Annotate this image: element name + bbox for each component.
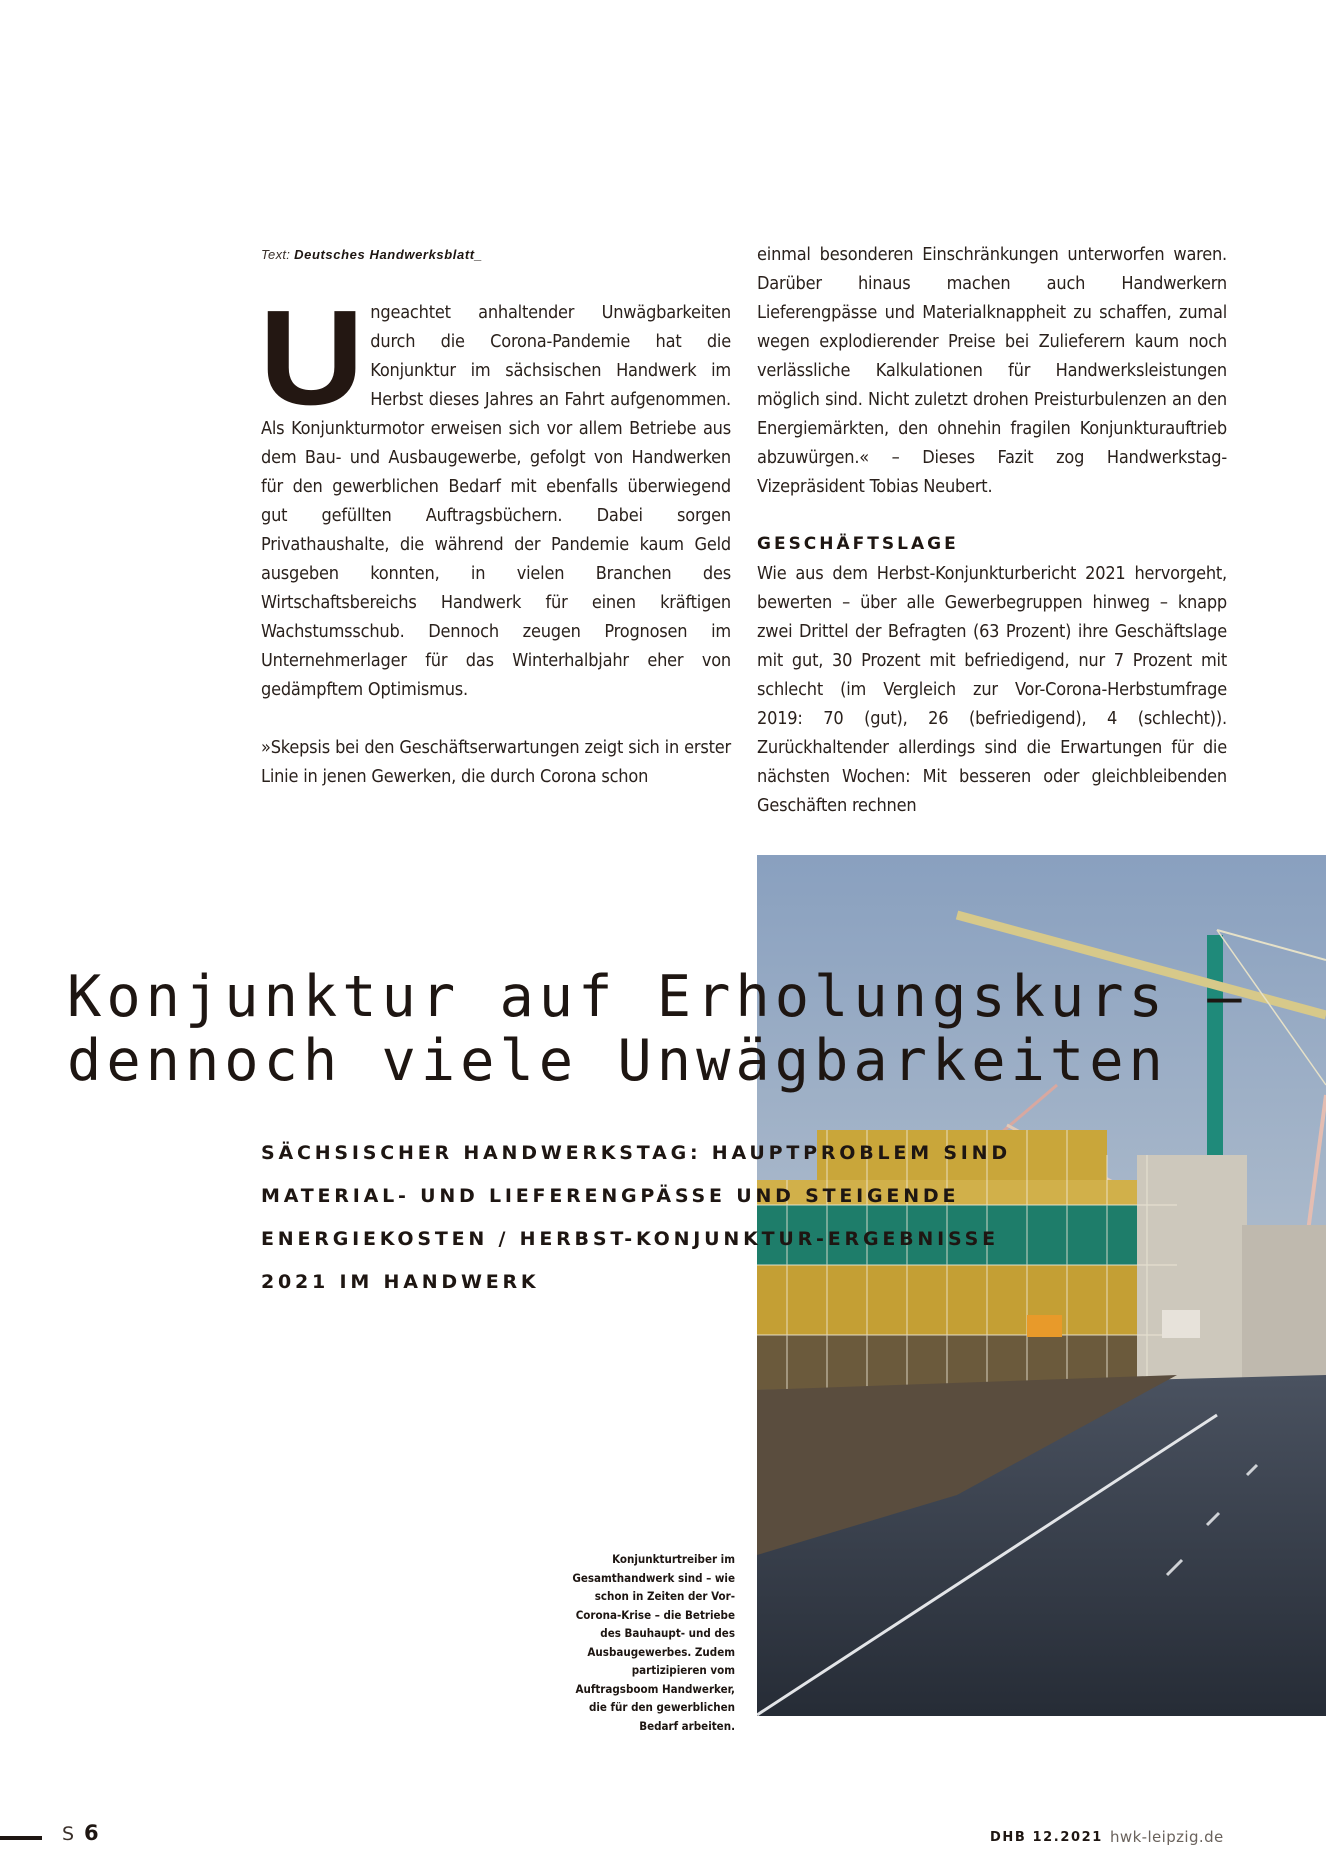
right-paragraph-1: einmal besonderen Einschränkungen unterworfen waren. Darüber hinaus machen auch Handwerkern Lieferengpässe und Materialknappheit zu schaffen, zumal wegen explodierender Preise bei Zulieferern kaum noch verlässliche Kalkulationen für Handwerksleistungen möglich sind. Nicht zuletzt drohen Preisturbulenzen an den Energiemärkten, den ohnehin fragilen Konjunkturauftrieb abzuwürgen.« – Dieses Fazit zog Handwerkstag-Vizepräsident Tobias Neubert. [757, 244, 1227, 497]
section-heading: GESCHÄFTSLAGE [757, 534, 959, 554]
article-column-left [259, 282, 731, 791]
footer-rule [0, 1836, 42, 1840]
right-paragraph-2: Wie aus dem Herbst-Konjunkturbericht 2021 hervorgeht, bewerten – über alle Gewerbegruppen hinweg – knapp zwei Drittel der Befragten (63 Prozent) ihre Geschäftslage mit gut, 30 Prozent mit befriedigend, nur 7 Prozent mit schlecht (im Vergleich zur Vor-Corona-Herbstumfrage 2019: 70 (gut), 26 (befriedigend), 4 (schlecht)). Zurückhaltender allerdings sind die Erwartungen für die nächsten Wochen: Mit besseren oder gleichbleibenden Geschäften rechnen [757, 563, 1227, 816]
headline-line-1: Konjunktur auf Erholungskurs – [67, 964, 1247, 1030]
byline-prefix: Text: [261, 247, 295, 262]
left-paragraph-1: ngeachtet anhaltender Unwägbarkeiten durch die Corona-Pandemie hat die Konjunktur im sächsischen Handwerk im Herbst dieses Jahres an Fahrt aufgenommen. Als Konjunkturmotor erweisen sich vor allem Betriebe aus dem Bau- und Ausbaugewerbe, gefolgt von Handwerken für den gewerblichen Bedarf mit ebenfalls überwiegend gut gefüllten Auftragsbüchern. Dabei sorgen Privathaushalte, die während der Pandemie kaum Geld ausgeben konnten, in vielen Branchen des Wirtschaftsbereichs Handwerk für einen kräftigen Wachstumsschub. Dennoch zeugen Prognosen im Unternehmerlager für das Winterhalbjahr eher von gedämpftem Optimismus. [261, 302, 731, 700]
page-prefix: S [62, 1823, 75, 1845]
magazine-issue: DHB 12.2021 [990, 1830, 1103, 1845]
subheadline: SÄCHSISCHER HANDWERKSTAG: HAUPTPROBLEM SIND MATERIAL- UND LIEFERENGPÄSSE UND STEIGENDE ENERGIEKOSTEN / HERBST-KONJUNKTUR-ERGEBNISSE 2021 IM HANDWERK [261, 1142, 1011, 1293]
headline-line-2: dennoch viele Unwägbarkeiten [67, 1028, 1168, 1094]
article-column-right [757, 240, 1227, 820]
left-paragraph-2: »Skepsis bei den Geschäftserwartungen zeigt sich in erster Linie in jenen Gewerken, die durch Corona schon [261, 737, 731, 787]
headline [67, 965, 1247, 1093]
byline [261, 247, 483, 262]
byline-author: Deutsches Handwerksblatt_ [294, 247, 483, 262]
drop-cap: U [259, 282, 365, 433]
website-link[interactable]: hwk-leipzig.de [1110, 1828, 1224, 1846]
photo-caption: Konjunkturtreiber im Gesamthandwerk sind – wie schon in Zeiten der Vor-Corona-Krise – die Betriebe des Bauhaupt- und des Ausbaugewerbes. Zudem partizipieren vom Auftragsboom Handwerker, die für den gewerblichen Bedarf arbeiten. [572, 1552, 735, 1733]
page-number: 6 [84, 1821, 99, 1845]
